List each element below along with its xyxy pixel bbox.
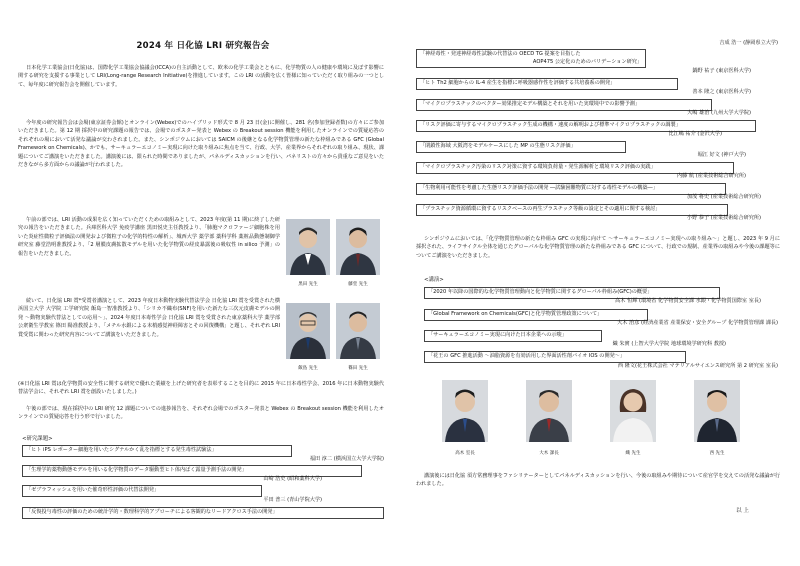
lecture-speaker: 西 隆文(花王株式会社 マテリアルサイエンス研究所 第 2 研究室 室長) — [617, 363, 778, 369]
topic-box — [22, 485, 262, 497]
research-topics-label: <研究課題> — [22, 436, 53, 442]
portrait-icon — [694, 380, 740, 442]
caption-shinoda: 篠田 先生 — [348, 366, 368, 371]
topic-author: 善本 隆之 (東京医科大学) — [692, 89, 751, 95]
portrait-icon — [286, 219, 330, 275]
photo-kuroda — [286, 219, 330, 275]
topic-author: 比江嶋 祐介 (金沢大学) — [668, 131, 722, 137]
afternoon-paragraph: 午後の部では、現在採択中の LRI 研究 12 課題についての進捗報告を、それぞれ会場でのポスター発表と Webex の Breakout session 機能を利用したオンラインでの質疑応答を行う形で行いました。 — [18, 406, 384, 421]
caption-nishi: 西 先生 — [709, 451, 725, 456]
caption-oki: 大木 課長 — [539, 451, 559, 456]
portrait-icon — [526, 380, 572, 442]
topic-author: 内藤 航 (産業技術総合研究所) — [677, 173, 746, 179]
lecture-speaker: 大木 治彦 (経済産業省 産業保安・安全グループ 化学物質管理課 課長) — [617, 320, 778, 326]
topic-title: 「リスク評価に寄与するマイクロプラスチック生成の機構・速度の解明および標準マイクロプラスチックの調製」 — [420, 122, 681, 128]
symposium-paragraph: シンポジウムにおいては、「化学物質管理の新たな枠組み GFC の実現に向けて 〜サーキュラーエコノミー実現への取り組み〜」と題し、2023 年 9 月に採択された、ライフサイクル全体を通じたグローバルな化学物質管理の新たな枠組みである GFC について、行政での規制、産業界の取組みや今後の課題等についてご講演をいただきました。 — [416, 236, 780, 259]
photo-nishi — [694, 380, 740, 442]
topic-author: 堀江 好文 (神戸大学) — [697, 152, 746, 158]
topic-title-continued: AOP475 公定化のためのバリデーション研究」 — [532, 58, 642, 65]
portrait-icon — [286, 303, 330, 359]
topic-title: 「ヒト Th2 細胞からの IL-4 産生を指標に呼吸器感作性を評価する共培養系の開発」 — [420, 80, 616, 86]
lecture-box — [424, 351, 686, 363]
lecture-title: 「2020 年以降の国際的な化学物質管理動向と化学物質に関するグローバル枠組み(GFC)の概要」 — [428, 289, 653, 295]
photo-shinoda — [336, 303, 380, 359]
topic-title: 「マイクロプラスチック汚染のリスク対策に資する環境負荷量・発生源解析と環境リスク評価の実践」 — [420, 164, 656, 170]
morning-paragraph: 午前の部では、LRI 活動の成果を広く知っていただくための取組みとして、2023 年度(第 11 期)に終了した研究の報告をいただきました。兵庫医科大学 免疫学講座 黒田悦史主任教授より、「肺胞マクロファージ細胞株を用いた炎症性微粒子評価法の開発および微粒子の化学的特性の解析」、城西大学 薬学部 薬科学科 薬粧品動態制御学研究室 藤堂浩明准教授より、「2 層膜皮膚拡散モデルを用いた化学物質の経皮暴露後の吸収性 in silico 予測」の報告をいただきました。 — [18, 217, 280, 257]
left-column — [18, 0, 388, 566]
caption-kuroda: 黒田 先生 — [298, 282, 318, 287]
lecture-label: <講演> — [424, 277, 444, 283]
lecture-speaker: 織 朱實 (上智大学大学院 地球環境学研究科 教授) — [612, 341, 726, 347]
topic-author: 大嶋 雄治 (九州大学大学院) — [687, 110, 751, 116]
topic-title: 「マイクロプラスチックのベクター効果推定モデル構築とそれを用いた実環境中での影響予測」 — [420, 101, 641, 107]
lecture-title: 「サーキュラーエコノミー実現に向けた日本企業への示唆」 — [428, 332, 567, 338]
lecture-speaker: 高木 恒輝 (環境省 化学物質安全課 水銀・化学物質国際室 室長) — [615, 298, 761, 304]
lecture-title: 「花王の GFC 推進活動 〜油脂資源を有効活用した界面活性剤バイオ IOS の開発〜」 — [428, 353, 626, 359]
award-note: (※日化協 LRI 賞は化学物質の安全性に関する研究で優れた業績を上げた研究者を表彰することを目的に 2015 年に日本毒性学会、2016 年に日本動物実験代替法学会に、それぞれ LRI 賞を創設いたしました。) — [18, 381, 384, 396]
portrait-icon — [336, 303, 380, 359]
portrait-icon — [442, 380, 488, 442]
topic-title: 「プラスチック資源循環に資するリスクベースの再生プラスチック等級の設定とその適用に関する検討」 — [420, 206, 661, 212]
topic-title: 「反復投与毒性の評価のための統計学的・数理科学的アプローチによる客観的なリードアクロス手法の開発」 — [26, 509, 278, 515]
caption-ori: 織 先生 — [625, 451, 641, 456]
page-title: 2024 年 日化協 LRI 研究報告会 — [136, 41, 270, 51]
photo-iijima — [286, 303, 330, 359]
meeting-paragraph: 今年度の研究報告会は会場(東京証券会館)とオンライン(Webex)でのハイブリッド形式で 8 月 23 日(金)に開催し、281 名(参加登録者数)の方々にご参加いただきました。第 12 期 採択中の研究課題の報告では、会場でのポスター発表と Webex の Breakout session 機能を利用したオンラインでの質疑応答のそれぞれの場において活発な議論が交わされました。また、シンポジウムにおいては SAICM の後継となる化学物質管理の新たな枠組みである GFC (Global Framework on Chemicals)、かでも、サーキュラーエコノミー実現に向けた取り組みに焦点を当て、行政、大学、産業界からそれぞれの取り組み、現状、課題についてご講演をいただきました。講演後には、限られた時間でありましたが、パネルディスカッションを行い、パネリストの方々から貴重なご意見をいただきながら多方面からの議論が行われました。 — [18, 120, 384, 169]
photo-takagi — [442, 380, 488, 442]
lecture-title: 「Global Framework on Chemicals(GFC)と化学物質管理政策について」 — [428, 311, 603, 317]
caption-iijima: 飯島 先生 — [298, 366, 318, 371]
topic-title: 「神経毒性・発達神経毒性試験の代替法の OECD TG 提案を目指した — [420, 51, 581, 57]
right-column — [416, 0, 786, 566]
closing-paragraph: 講演後には日化協 須方常務理事をファシリテーターとしてパネルディスカッションを行い、今後の取組みや期待について産官学を交えての活発な議論が行われました。 — [416, 473, 780, 488]
end-mark: 以 上 — [736, 508, 749, 514]
portrait-icon — [610, 380, 656, 442]
topic-title: 「閉鎖性海域 大阪湾をモデルケースにした MP の生態リスク評価」 — [420, 143, 576, 149]
intro-paragraph: 日本化学工業協会(日化協)は、国際化学工業協会協議会(ICCA)の自主活動として、欧米の化学工業会とともに、化学物質の人の健康や環境に及ぼす影響に関する研究を支援する事業として LRI(Long-range Research Initiative)を推進しています。この LRI の活動を広く皆様に知っていただく取り組みの一つとして、毎年度に研究報告会を開催しています。 — [18, 65, 384, 88]
topic-box — [416, 49, 646, 68]
caption-todo: 藤堂 先生 — [348, 282, 368, 287]
topic-title: 「生物利用可能性を考慮した生態リスク評価手法の開発 ―試験困難物質に対する毒性モデルの構築―」 — [420, 185, 658, 191]
topic-author: 山崎 浩史 (昭和薬科大学) — [263, 476, 322, 482]
award-paragraph: 続いて、日化協 LRI 賞*受賞者講演として、2023 年度日本動物実験代替法学会 日化協 LRI 賞を受賞された横浜国立大学 大学院 工学研究院 飯島一智准教授より、「シリカ不織布(SNF)を用いた新たな三次元皮膚モデルの開発 〜動物実験代替法としての応用〜」、2024 年度日本毒性学会 日化協 LRI 賞を受賞された東京薬科大学 薬学部 公衆衛生学教室 篠田 陽准教授より、「メチル水銀による末梢感覚神経障害とその回復機構」と題し、それぞれ LRI 賞受賞に関わった研究内容についてご講演をいただきました。 — [18, 298, 280, 338]
caption-takagi: 高木 室長 — [455, 451, 475, 456]
topic-title: 「生理学的薬物動態モデルを用いる化学物質のデータ駆動型ヒト体内ばく露量予測手法の開発」 — [26, 467, 247, 473]
topic-author: 平田 普三 (青山学院大学) — [263, 497, 322, 503]
topic-box — [22, 507, 384, 519]
topic-author: 小野 恭子 (産業技術総合研究所) — [686, 215, 761, 221]
photo-todo — [336, 219, 380, 275]
topic-author: 加茂 将史 (産業技術総合研究所) — [686, 194, 761, 200]
topic-title: 「ゼブラフィッシュを用いた催奇形性評価の代替法開発」 — [26, 487, 160, 493]
topic-author: 鍋野 祐子 (東京医科大学) — [692, 68, 751, 74]
photo-ori — [610, 380, 656, 442]
topic-author: 吉成 浩一 (静岡県立大学) — [719, 40, 778, 46]
portrait-icon — [336, 219, 380, 275]
topic-author: 福田 淳二 (横浜国立大学大学院) — [309, 456, 384, 462]
topic-title: 「ヒト iPS レポーター細胞を用いたシグナルかく乱を指標とする発生毒性試験法」 — [26, 447, 217, 453]
photo-oki — [526, 380, 572, 442]
